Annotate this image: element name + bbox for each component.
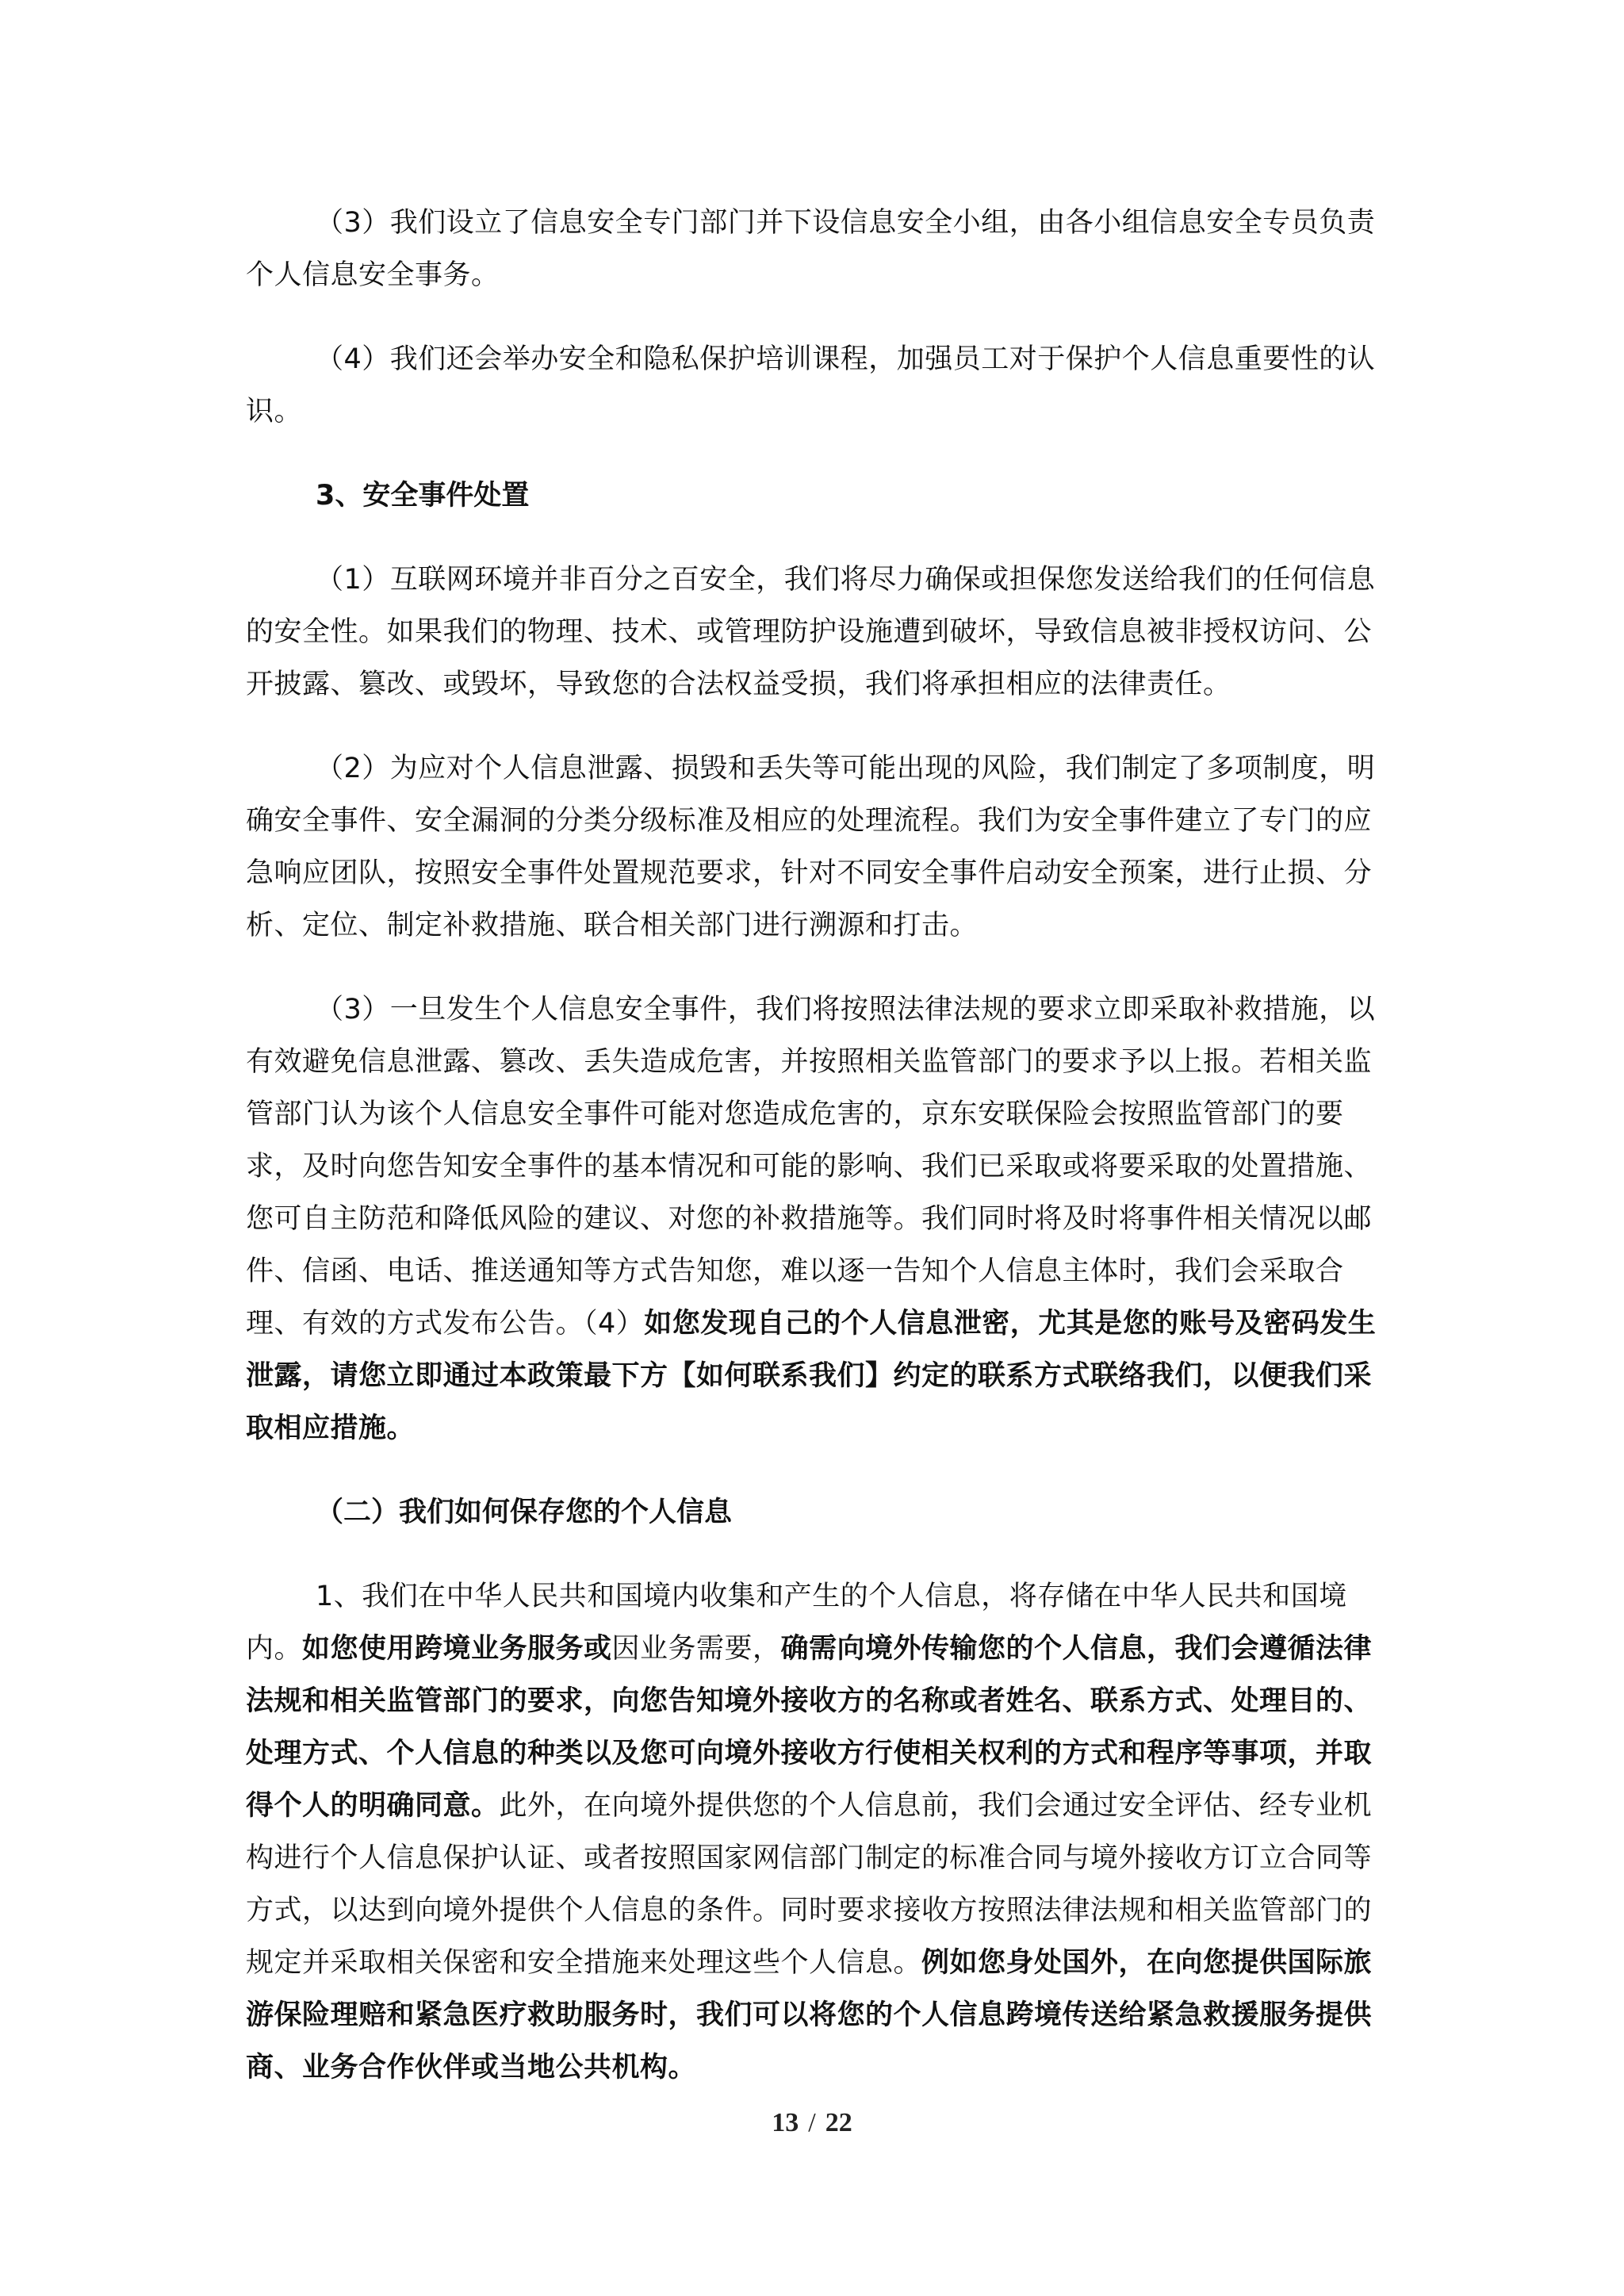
bold-text-run: 如您使用跨境业务服务或 — [302, 1633, 612, 1665]
paragraph-incident-3-4 — [246, 983, 1381, 1455]
heading-text: （二）我们如何保存您的个人信息 — [316, 1497, 733, 1528]
section-heading-incident-handling — [246, 470, 1381, 522]
text-run: （4）我们还会举办安全和隐私保护培训课程，加强员工对于保护个人信息重要性的认识。 — [246, 343, 1376, 427]
page-current: 13 — [772, 2108, 799, 2137]
bold-text-run: 例如您身处国外，在向您提供国际旅游保险理赔和紧急医疗救助服务时，我们可以将您的个人信息跨境传送给紧急救援服务提供商、业务合作伙伴或当地公共机构。 — [246, 1947, 1373, 2083]
text-run: 因业务需要， — [611, 1633, 781, 1665]
text-run: 此外，在向境外提供您的个人信息前，我们会通过安全评估、经专业机构进行个人信息保护认证、或者按照国家网信部门制定的标准合同与境外接收方订立合同等方式，以达到向境外提供个人信息的条件。同时要求接收方按照法律法规和相关监管部门的规定并采取相关保密和安全措施来处理这些个人信息。 — [246, 1790, 1373, 1979]
section-heading-storage — [246, 1486, 1381, 1539]
text-run: （3）我们设立了信息安全专门部门并下设信息安全小组，由各小组信息安全专员负责个人信息安全事务。 — [246, 207, 1376, 291]
text-run: （1）互联网环境并非百分之百安全，我们将尽力确保或担保您发送给我们的任何信息的安全性。如果我们的物理、技术、或管理防护设施遭到破坏，导致信息被非授权访问、公开披露、篡改、或毁坏，导致您的合法权益受损，我们将承担相应的法律责任。 — [246, 564, 1376, 700]
text-run: 1、我们在中华人民共和国境内收集和产生的个人信息，将存储在中华人民共和国境内。 — [246, 1581, 1347, 1665]
paragraph-4-training — [246, 333, 1381, 438]
bold-text-run: 如您发现自己的个人信息泄密，尤其是您的账号及密码发生泄露，请您立即通过本政策最下方【如何联系我们】约定的联系方式联络我们，以便我们采取相应措施。 — [246, 1308, 1377, 1444]
paragraph-3-security-team — [246, 197, 1381, 301]
page-separator: / — [808, 2108, 816, 2137]
paragraph-incident-1 — [246, 554, 1381, 711]
document-body — [246, 197, 1381, 2094]
paragraph-storage-1 — [246, 1570, 1381, 2094]
text-run: （3）一旦发生个人信息安全事件，我们将按照法律法规的要求立即采取补救措施，以有效避免信息泄露、篡改、丢失造成危害，并按照相关监管部门的要求予以上报。若相关监管部门认为该个人信息安全事件可能对您造成危害的，京东安联保险会按照监管部门的要求，及时向您告知安全事件的基本情况和可能的影响、我们已采取或将要采取的处置措施、您可自主防范和降低风险的建议、对您的补救措施等。我们同时将及时将事件相关情况以邮件、信函、电话、推送通知等方式告知您，难以逐一告知个人信息主体时，我们会采取合理、有效的方式发布公告。（4） — [246, 994, 1376, 1340]
text-run: （2）为应对个人信息泄露、损毁和丢失等可能出现的风险，我们制定了多项制度，明确安全事件、安全漏洞的分类分级标准及相应的处理流程。我们为安全事件建立了专门的应急响应团队，按照安全事件处置规范要求，针对不同安全事件启动安全预案，进行止损、分析、定位、制定补救措施、联合相关部门进行溯源和打击。 — [246, 753, 1376, 941]
page-total: 22 — [825, 2108, 852, 2137]
paragraph-incident-2 — [246, 742, 1381, 952]
bold-text-run: 确需向境外传输您的个人信息，我们会遵循法律法规和相关监管部门的要求，向您告知境外接收方的名称或者姓名、联系方式、处理目的、处理方式、个人信息的种类以及您可向境外接收方行使相关权利的方式和程序等事项，并取得个人的明确同意。 — [246, 1633, 1373, 1822]
page-number — [0, 2108, 1624, 2138]
heading-text: 3、安全事件处置 — [316, 480, 530, 512]
